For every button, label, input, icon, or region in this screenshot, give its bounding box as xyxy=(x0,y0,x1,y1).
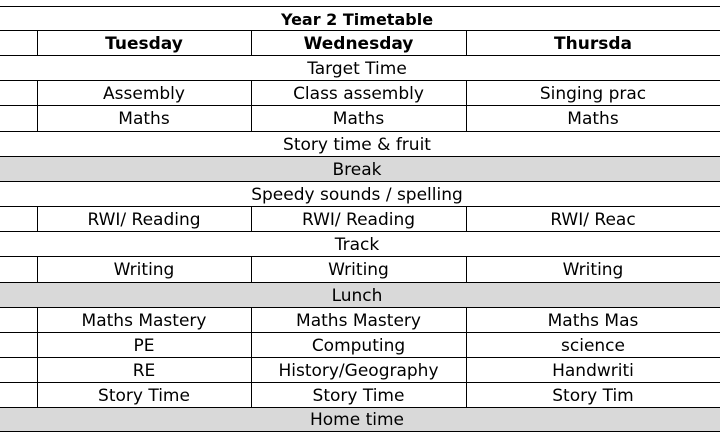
grid-line xyxy=(0,80,720,81)
span-cell: Target Time xyxy=(307,58,407,79)
lesson-cell: RWI/ Reading xyxy=(87,209,201,230)
span-row xyxy=(0,157,720,182)
grid-line xyxy=(37,30,38,56)
grid-line xyxy=(466,206,467,232)
grid-line xyxy=(0,431,720,432)
lesson-cell: Story Tim xyxy=(552,385,634,406)
span-cell: Story time & fruit xyxy=(283,134,431,155)
lesson-row xyxy=(0,383,720,408)
lesson-row xyxy=(0,106,720,132)
grid-line xyxy=(0,282,720,283)
grid-line xyxy=(37,206,38,232)
grid-line xyxy=(466,332,467,358)
lesson-cell: Writing xyxy=(328,260,389,280)
lesson-cell: Maths Mastery xyxy=(296,310,421,331)
grid-line xyxy=(251,357,252,383)
grid-line xyxy=(251,80,252,106)
lesson-cell: Maths xyxy=(332,109,385,129)
grid-line xyxy=(0,181,720,182)
lesson-row xyxy=(0,257,720,283)
grid-line xyxy=(0,256,720,257)
grid-line xyxy=(0,131,720,132)
lesson-cell: science xyxy=(561,335,625,356)
lesson-cell: Class assembly xyxy=(293,83,424,104)
grid-line xyxy=(251,30,252,56)
grid-line xyxy=(466,382,467,408)
grid-line xyxy=(466,256,467,283)
day-header: Tuesday xyxy=(105,33,183,54)
grid-line xyxy=(466,105,467,132)
lesson-cell: Writing xyxy=(113,260,175,280)
lesson-cell: Maths Mas xyxy=(547,310,639,331)
lesson-cell: Writing xyxy=(562,260,624,280)
span-row xyxy=(0,56,720,81)
grid-line xyxy=(0,332,720,333)
grid-line xyxy=(251,332,252,358)
grid-line xyxy=(466,80,467,106)
lesson-row xyxy=(0,308,720,333)
grid-line xyxy=(251,206,252,232)
lesson-cell: PE xyxy=(133,335,155,356)
grid-line xyxy=(0,105,720,106)
lesson-row xyxy=(0,358,720,383)
lesson-row xyxy=(0,207,720,232)
span-cell: Lunch xyxy=(331,285,383,306)
span-row xyxy=(0,408,720,432)
span-row xyxy=(0,232,720,257)
grid-line xyxy=(0,382,720,383)
span-cell: Break xyxy=(332,159,382,180)
grid-line xyxy=(251,382,252,408)
grid-line xyxy=(0,6,720,7)
grid-line xyxy=(0,55,720,56)
grid-line xyxy=(0,156,720,157)
grid-line xyxy=(37,382,38,408)
grid-line xyxy=(37,80,38,106)
lesson-cell: Maths xyxy=(118,109,170,129)
title-row xyxy=(0,7,720,31)
lesson-cell: RWI/ Reac xyxy=(550,209,636,230)
grid-line xyxy=(466,30,467,56)
grid-line xyxy=(37,332,38,358)
grid-line xyxy=(37,357,38,383)
span-cell: Track xyxy=(334,234,380,255)
grid-line xyxy=(0,30,720,31)
grid-line xyxy=(466,357,467,383)
grid-line xyxy=(251,105,252,132)
grid-line xyxy=(466,307,467,333)
grid-line xyxy=(37,105,38,132)
lesson-cell: Computing xyxy=(311,335,406,356)
span-row xyxy=(0,132,720,157)
grid-line xyxy=(0,357,720,358)
day-header: Thursda xyxy=(554,33,632,54)
lesson-cell: History/Geography xyxy=(278,360,439,381)
lesson-cell: Maths Mastery xyxy=(81,310,207,331)
span-cell: Home time xyxy=(309,410,404,430)
grid-line xyxy=(0,407,720,408)
lesson-row xyxy=(0,333,720,358)
timetable-title: Year 2 Timetable xyxy=(280,9,434,29)
lesson-cell: Handwriti xyxy=(552,360,634,381)
lesson-cell: Singing prac xyxy=(539,83,647,104)
day-header: Wednesday xyxy=(303,33,414,54)
lesson-cell: Maths xyxy=(567,109,619,129)
grid-line xyxy=(37,307,38,333)
lesson-cell: RE xyxy=(132,360,156,381)
grid-line xyxy=(37,256,38,283)
lesson-cell: Story Time xyxy=(312,385,405,406)
grid-line xyxy=(0,206,720,207)
grid-line xyxy=(251,256,252,283)
span-row xyxy=(0,182,720,207)
grid-line xyxy=(0,231,720,232)
lesson-cell: Story Time xyxy=(98,385,190,406)
grid-line xyxy=(251,307,252,333)
lesson-cell: Assembly xyxy=(103,83,185,104)
span-cell: Speedy sounds / spelling xyxy=(251,184,463,205)
lesson-row xyxy=(0,81,720,106)
lesson-cell: RWI/ Reading xyxy=(301,209,416,230)
grid-line xyxy=(0,307,720,308)
header-row xyxy=(0,31,720,56)
span-row xyxy=(0,283,720,308)
